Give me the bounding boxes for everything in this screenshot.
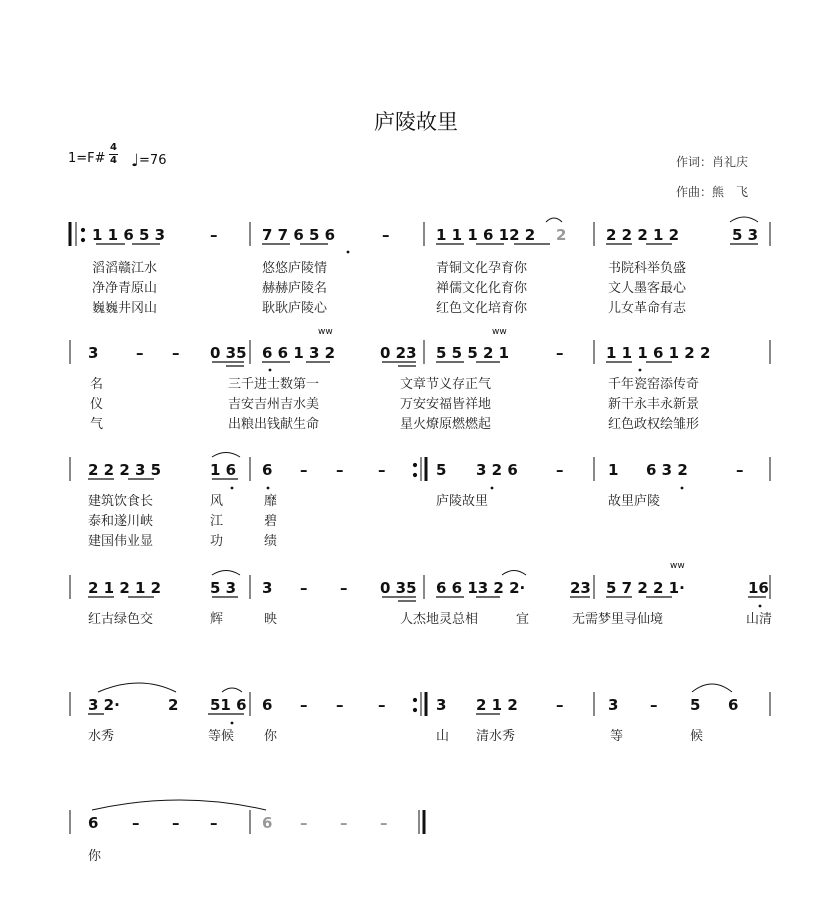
notes-row1-m3-grey: 2	[556, 226, 567, 244]
key-signature: 1=F#	[68, 151, 106, 166]
lyric: 仪	[90, 397, 104, 412]
lyric: 候	[690, 729, 704, 744]
tempo-value: =76	[139, 153, 167, 168]
lyric: 出粮出钱献生命	[228, 417, 320, 432]
lyric: 故里庐陵	[608, 494, 661, 509]
notes-row6-m1: 6	[88, 814, 99, 832]
notes-row5-m1: 3 2·	[88, 696, 120, 714]
notes-row4-m2: 3	[262, 579, 273, 597]
svg-text:–: –	[650, 696, 658, 714]
lyric: 滔滔赣江水	[92, 261, 158, 276]
lyric: 庐陵故里	[436, 494, 489, 509]
svg-text:–: –	[300, 814, 308, 832]
notes-row2-m3-dash: –	[556, 344, 564, 362]
notes-row2-pickup: 0 35	[210, 344, 247, 362]
lyric: 功	[210, 534, 224, 549]
lyric: 书院科举负盛	[608, 261, 687, 276]
lyric: 人杰地灵总相	[400, 612, 479, 627]
notes-row3-m3: 3 2 6	[476, 461, 518, 479]
lyric: 山清	[746, 612, 773, 627]
lyric: 青铜文化孕育你	[436, 261, 528, 276]
lyric: 绩	[264, 534, 278, 549]
notes-row5-m4b: 5	[690, 696, 701, 714]
notes-row1-m3: 1 1 1 6 12 2	[436, 226, 536, 244]
lyric: 风	[210, 494, 224, 509]
lyric: 文人墨客最心	[608, 281, 687, 296]
lyric: 山	[436, 729, 450, 744]
notes-row6-m2: 6	[262, 814, 273, 832]
time-signature-top: 4	[110, 142, 117, 153]
lyric: 赫赫庐陵名	[262, 281, 328, 296]
lyric: 无需梦里寻仙境	[572, 612, 664, 627]
lyric: 悠悠庐陵情	[262, 261, 328, 276]
lyric: 红色政权绘雏形	[608, 417, 700, 432]
notes-row3-m4: 6 3 2	[646, 461, 688, 479]
lyric: 建筑饮食长	[88, 494, 154, 509]
notes-row3-m1-end: 1 6	[210, 461, 237, 479]
notes-row1-m1: 1 1 6 5 3	[92, 226, 166, 244]
lyric: 江	[210, 514, 224, 529]
svg-text:–: –	[336, 696, 344, 714]
notes-row1-m4-end: 5 3	[732, 226, 759, 244]
notes-row2-m4: 1 1 1 6 1 2 2	[606, 344, 711, 362]
svg-text:–: –	[132, 814, 140, 832]
svg-text:–: –	[336, 461, 344, 479]
notes-row5-m3a: 3	[436, 696, 447, 714]
lyric: 文章节义存正气	[400, 377, 492, 392]
lyric: 等候	[208, 729, 235, 744]
lyric: 泰和遂川峡	[88, 514, 154, 529]
svg-text:–: –	[210, 814, 218, 832]
time-signature-bottom: 4	[110, 155, 117, 166]
notes-row2-pickup2: 0 23	[380, 344, 417, 362]
lyric: 映	[264, 612, 278, 627]
lyric: 净净青原山	[92, 281, 158, 296]
lyric: 红古绿色交	[88, 612, 154, 627]
notes-row5-m1b: 2	[168, 696, 179, 714]
lyric: 宜	[516, 612, 530, 627]
svg-text:–: –	[378, 461, 386, 479]
svg-text:–: –	[556, 696, 564, 714]
lyric: 等	[610, 729, 624, 744]
svg-text:ww: ww	[492, 327, 507, 337]
svg-text:–: –	[300, 696, 308, 714]
notes-row4-pickup: 0 35	[380, 579, 417, 597]
lyric: 辉	[210, 612, 224, 627]
notes-row2-m2: 6 6 1 3 2	[262, 344, 336, 362]
notes-row1-m2: 7 7 6 5 6	[262, 226, 336, 244]
notes-row5-m2: 6	[262, 696, 273, 714]
svg-text:–: –	[340, 814, 348, 832]
notes-row1-m4: 2 2 2 1 2	[606, 226, 680, 244]
notes-row4-m1-end: 5 3	[210, 579, 237, 597]
lyric: 星火燎原燃燃起	[400, 417, 492, 432]
lyricist-credit: 作词：肖礼庆	[676, 155, 749, 169]
notes-row5-m4c: 6	[728, 696, 739, 714]
svg-text:–: –	[380, 814, 388, 832]
svg-text:–: –	[300, 461, 308, 479]
svg-text:–: –	[300, 579, 308, 597]
notes-row2-m1: 3	[88, 344, 99, 362]
lyric: 三千进士数第一	[228, 377, 320, 392]
notes-row5-m4a: 3	[608, 696, 619, 714]
lyric: 你	[88, 849, 102, 864]
notes-row2-m3: 5 5 5 2 1	[436, 344, 510, 362]
notes-row4-m1: 2 1 2 1 2	[88, 579, 162, 597]
lyric: 碧	[264, 514, 278, 529]
svg-text:ww: ww	[670, 561, 685, 571]
notes-row4-pickup2: 23	[570, 579, 591, 597]
notes-row2-dash2: –	[172, 344, 180, 362]
notes-row4-m4: 5 7 2 2 1·	[606, 579, 685, 597]
notes-row1-m1-dash: –	[210, 226, 218, 244]
notes-row3-m1: 2 2 2 3 5	[88, 461, 162, 479]
svg-text:–: –	[556, 461, 564, 479]
lyric: 清水秀	[476, 729, 516, 744]
svg-text:–: –	[378, 696, 386, 714]
quarter-note-icon: ♩	[131, 151, 140, 171]
lyric: 红色文化培育你	[436, 301, 528, 316]
notes-row3-m3a: 5	[436, 461, 447, 479]
notes-row5-m3: 2 1 2	[476, 696, 518, 714]
composer-credit: 作曲：熊 飞	[676, 185, 749, 199]
lyric: 万安安福皆祥地	[400, 397, 492, 412]
notes-row4-m3: 6 6 13 2 2·	[436, 579, 526, 597]
page-title: 庐陵故里	[374, 110, 458, 134]
lyric: 你	[264, 729, 278, 744]
svg-text:–: –	[736, 461, 744, 479]
lyric: 新干永丰永新景	[608, 397, 700, 412]
notes-row1-m2-dash: –	[382, 226, 390, 244]
notes-row3-m2: 6	[262, 461, 273, 479]
lyric: 气	[90, 417, 104, 432]
lyric: 名	[90, 377, 104, 392]
lyric: 建国伟业显	[88, 534, 154, 549]
lyric: 吉安吉州吉水美	[228, 397, 320, 412]
notes-row2-dash1: –	[136, 344, 144, 362]
lyric: 巍巍井冈山	[92, 301, 158, 316]
notes-row3-m4a: 1	[608, 461, 619, 479]
lyric: 儿女革命有志	[608, 301, 687, 316]
svg-text:–: –	[172, 814, 180, 832]
svg-text:–: –	[340, 579, 348, 597]
lyric: 水秀	[88, 729, 115, 744]
lyric: 禅儒文化化育你	[436, 281, 528, 296]
notes-row4-end: 16	[748, 579, 769, 597]
lyric: 耿耿庐陵心	[262, 301, 328, 316]
svg-text:ww: ww	[318, 327, 333, 337]
lyric: 靡	[264, 494, 278, 509]
notes-row5-m1-end: 51 6	[210, 696, 247, 714]
lyric: 千年瓷窑添传奇	[608, 377, 700, 392]
